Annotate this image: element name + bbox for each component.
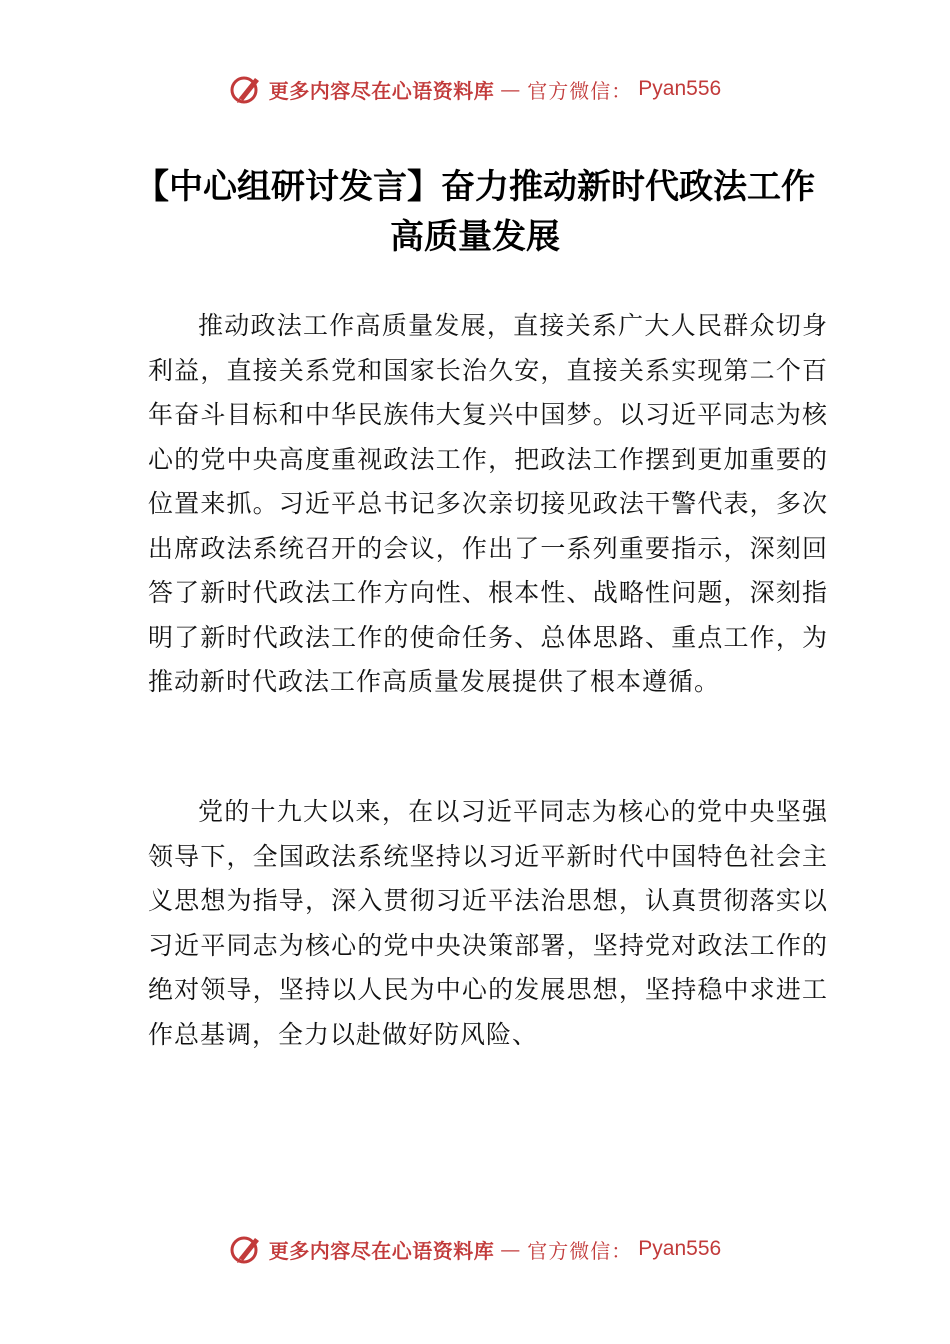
pen-circle-logo-icon [229,1232,263,1266]
document-title: 【中心组研讨发言】奋力推动新时代政法工作高质量发展 [135,167,815,257]
footer-watermark-banner [0,1232,950,1266]
promo-text: 更多内容尽在心语资料库 [268,1238,495,1263]
wechat-label: 官方微信： [527,1238,633,1263]
body-paragraph: 推动政法工作高质量发展，直接关系广大人民群众切身利益，直接关系党和国家长治久安，直接关系实现第二个百年奋斗目标和中华民族伟大复兴中国梦。以习近平同志为核心的党中央高度重视政法工作，把政法工作摆到更加重要的位置来抓。习近平总书记多次亲切接见政法干警代表，多次出席政法系统召开的会议，作出了一系列重要指示，深刻回答了新时代政法工作方向性、根本性、战略性问题，深刻指明了新时代政法工作的使命任务、总体思路、重点工作，为推动新时代政法工作高质量发展提供了根本遵循。 [148,311,828,696]
wechat-id: Pyan556 [638,77,722,100]
promo-text: 更多内容尽在心语资料库 [268,78,495,103]
wechat-id: Pyan556 [638,1237,722,1260]
body-paragraph: 党的十九大以来，在以习近平同志为核心的党中央坚强领导下，全国政法系统坚持以习近平新时代中国特色社会主义思想为指导，深入贯彻习近平法治思想，认真贯彻落实以习近平同志为核心的党中央决策部署，坚持党对政法工作的绝对领导，坚持以人民为中心的发展思想，坚持稳中求进工作总基调，全力以赴做好防风险、 [148,797,828,1049]
wechat-label: 官方微信： [527,78,633,103]
dash: — [500,77,522,101]
pen-circle-logo-icon [229,72,263,106]
header-watermark-banner [0,72,950,106]
dash: — [500,1237,522,1261]
